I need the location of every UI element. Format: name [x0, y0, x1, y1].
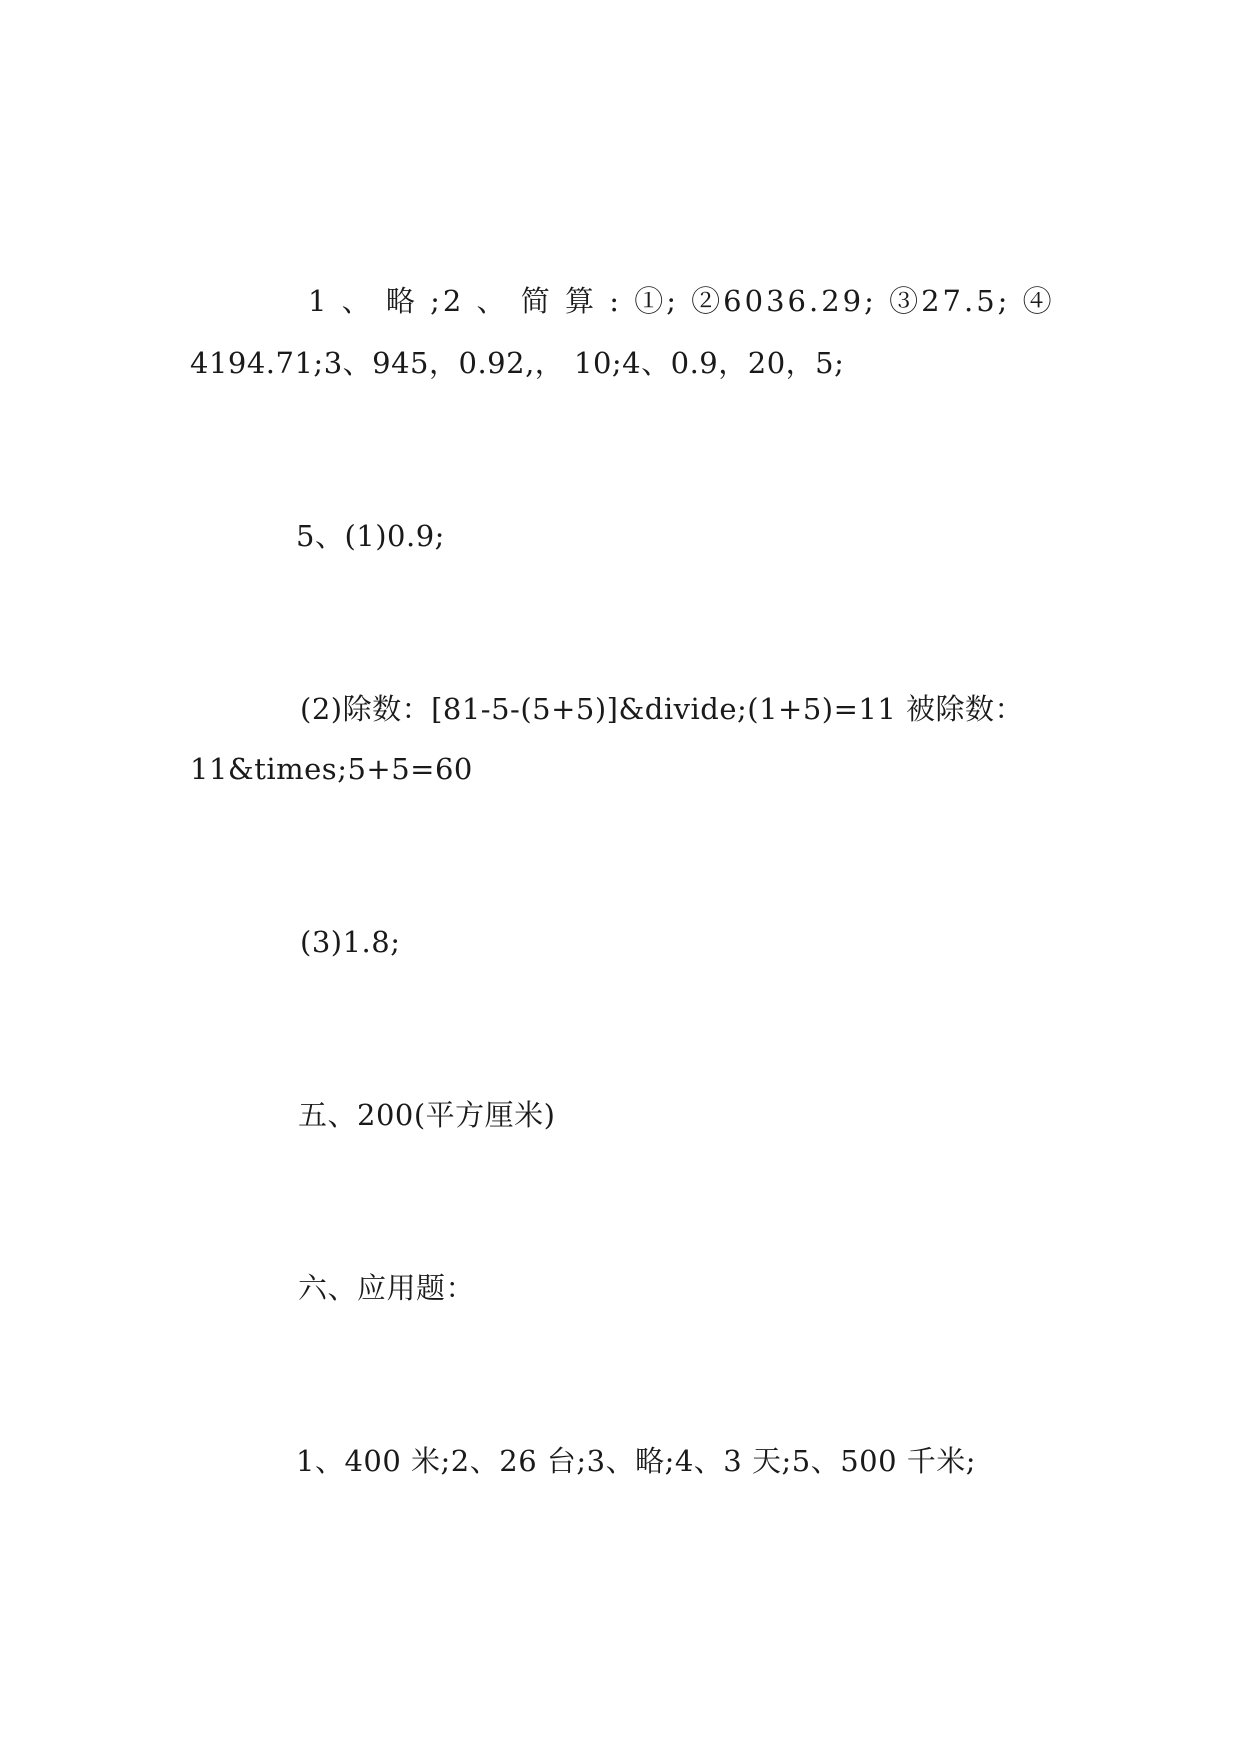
answer-line-1: 1 、 略 ;2 、 简 算 : ①; ②6036.29; ③27.5; ④ — [308, 284, 1055, 318]
answer-line-5-2-continued: 11&times;5+5=60 — [190, 752, 473, 786]
answer-line-5-1: 5、(1)0.9; — [296, 519, 445, 553]
section-six-answers: 1、400 米;2、26 台;3、略;4、3 天;5、500 千米; — [296, 1444, 977, 1478]
section-six-heading: 六、应用题： — [298, 1271, 476, 1305]
section-five-answer: 五、200(平方厘米) — [298, 1098, 556, 1132]
answer-line-5-3: (3)1.8; — [300, 925, 401, 959]
answer-line-1-continued: 4194.71;3、945，0.92,， 10;4、0.9，20，5; — [190, 346, 845, 380]
answer-line-5-2: (2)除数：[81-5-(5+5)]&divide;(1+5)=11 被除数： — [300, 692, 1025, 726]
